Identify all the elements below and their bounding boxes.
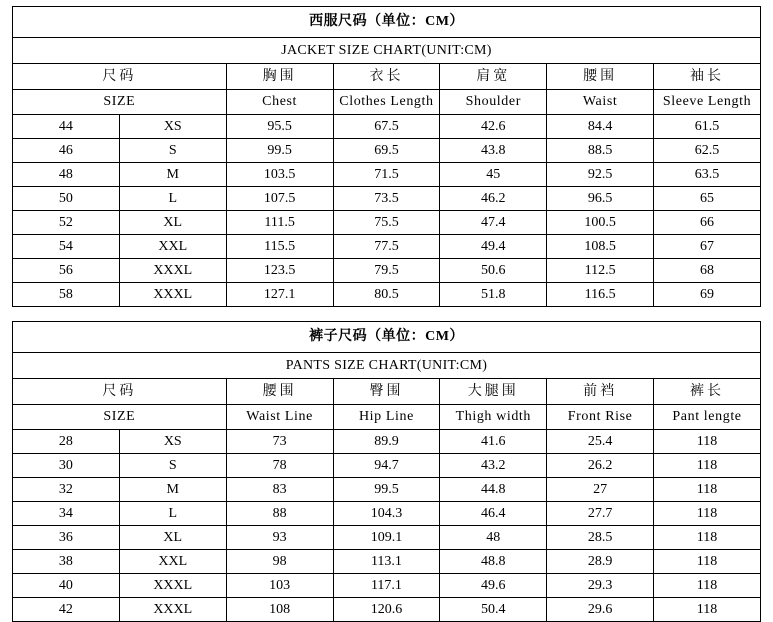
pants-cell-rise: 27.7 — [547, 502, 654, 526]
pants-row-size: S — [119, 454, 226, 478]
pants-cell-thigh: 46.4 — [440, 502, 547, 526]
table-spacer — [12, 307, 761, 321]
pants-cell-hip: 89.9 — [333, 430, 440, 454]
jacket-header-en-chest: Chest — [226, 90, 333, 115]
jacket-cell-chest: 115.5 — [226, 235, 333, 259]
pants-cell-length: 118 — [654, 550, 761, 574]
pants-header-en-length: Pant lengte — [654, 405, 761, 430]
jacket-cell-sleeve: 63.5 — [654, 163, 761, 187]
jacket-cell-waist: 108.5 — [547, 235, 654, 259]
table-row — [13, 550, 761, 574]
pants-cell-waist: 88 — [226, 502, 333, 526]
jacket-cell-waist: 116.5 — [547, 283, 654, 307]
jacket-cell-shoulder: 51.8 — [440, 283, 547, 307]
jacket-cell-length: 77.5 — [333, 235, 440, 259]
pants-header-cn-thigh: 大腿围 — [440, 379, 547, 405]
pants-cell-waist: 93 — [226, 526, 333, 550]
table-row — [13, 163, 761, 187]
jacket-cell-sleeve: 62.5 — [654, 139, 761, 163]
pants-row-num: 34 — [13, 502, 120, 526]
jacket-header-en-shoulder: Shoulder — [440, 90, 547, 115]
pants-header-en-rise: Front Rise — [547, 405, 654, 430]
pants-row-size: XL — [119, 526, 226, 550]
jacket-cell-waist: 88.5 — [547, 139, 654, 163]
jacket-cell-shoulder: 47.4 — [440, 211, 547, 235]
pants-cell-hip: 104.3 — [333, 502, 440, 526]
pants-cell-length: 118 — [654, 526, 761, 550]
jacket-row-num: 44 — [13, 115, 120, 139]
jacket-cell-shoulder: 49.4 — [440, 235, 547, 259]
jacket-row-size: L — [119, 187, 226, 211]
jacket-cell-length: 71.5 — [333, 163, 440, 187]
jacket-subtitle: JACKET SIZE CHART(UNIT:CM) — [13, 38, 761, 64]
pants-title: 裤子尺码（单位：CM） — [13, 322, 761, 353]
pants-cell-waist: 83 — [226, 478, 333, 502]
jacket-cell-chest: 127.1 — [226, 283, 333, 307]
pants-cell-thigh: 41.6 — [440, 430, 547, 454]
pants-row-size: XXL — [119, 550, 226, 574]
pants-header-en-size: SIZE — [13, 405, 227, 430]
table-row — [13, 454, 761, 478]
pants-cell-waist: 98 — [226, 550, 333, 574]
jacket-row-num: 54 — [13, 235, 120, 259]
jacket-cell-chest: 107.5 — [226, 187, 333, 211]
pants-cell-length: 118 — [654, 574, 761, 598]
pants-cell-rise: 29.3 — [547, 574, 654, 598]
pants-row-num: 36 — [13, 526, 120, 550]
pants-row-num: 28 — [13, 430, 120, 454]
pants-row-num: 32 — [13, 478, 120, 502]
jacket-cell-length: 67.5 — [333, 115, 440, 139]
pants-header-en-hip: Hip Line — [333, 405, 440, 430]
jacket-cell-sleeve: 68 — [654, 259, 761, 283]
jacket-row-size: XL — [119, 211, 226, 235]
jacket-cell-shoulder: 45 — [440, 163, 547, 187]
jacket-header-en-length: Clothes Length — [333, 90, 440, 115]
pants-cell-thigh: 48 — [440, 526, 547, 550]
table-row — [13, 526, 761, 550]
jacket-cell-waist: 92.5 — [547, 163, 654, 187]
pants-row-size: L — [119, 502, 226, 526]
jacket-row-size: XXXL — [119, 259, 226, 283]
pants-cell-hip: 99.5 — [333, 478, 440, 502]
jacket-row-size: XXL — [119, 235, 226, 259]
pants-cell-hip: 113.1 — [333, 550, 440, 574]
jacket-cell-chest: 99.5 — [226, 139, 333, 163]
jacket-title: 西服尺码（单位：CM） — [13, 7, 761, 38]
jacket-cell-waist: 84.4 — [547, 115, 654, 139]
table-row — [13, 283, 761, 307]
pants-cell-thigh: 48.8 — [440, 550, 547, 574]
jacket-cell-chest: 103.5 — [226, 163, 333, 187]
pants-cell-rise: 28.9 — [547, 550, 654, 574]
jacket-row-size: XS — [119, 115, 226, 139]
pants-cell-length: 118 — [654, 502, 761, 526]
jacket-cell-sleeve: 66 — [654, 211, 761, 235]
jacket-cell-length: 73.5 — [333, 187, 440, 211]
table-row — [13, 502, 761, 526]
jacket-header-cn-shoulder: 肩宽 — [440, 64, 547, 90]
pants-subtitle: PANTS SIZE CHART(UNIT:CM) — [13, 353, 761, 379]
jacket-cell-chest: 123.5 — [226, 259, 333, 283]
pants-header-cn-size: 尺码 — [13, 379, 227, 405]
jacket-cell-shoulder: 50.6 — [440, 259, 547, 283]
pants-row-size: XXXL — [119, 574, 226, 598]
pants-header-row-en — [13, 405, 761, 430]
jacket-cell-sleeve: 61.5 — [654, 115, 761, 139]
jacket-row-num: 52 — [13, 211, 120, 235]
table-row — [13, 115, 761, 139]
jacket-row-size: XXXL — [119, 283, 226, 307]
jacket-row-num: 58 — [13, 283, 120, 307]
pants-row-size: XXXL — [119, 598, 226, 622]
pants-cell-length: 118 — [654, 598, 761, 622]
jacket-header-row-en — [13, 90, 761, 115]
pants-row-num: 30 — [13, 454, 120, 478]
pants-subtitle-row — [13, 353, 761, 379]
pants-cell-hip: 94.7 — [333, 454, 440, 478]
jacket-cell-shoulder: 43.8 — [440, 139, 547, 163]
pants-cell-waist: 103 — [226, 574, 333, 598]
jacket-header-cn-size: 尺码 — [13, 64, 227, 90]
jacket-cell-sleeve: 67 — [654, 235, 761, 259]
table-row — [13, 235, 761, 259]
pants-header-cn-rise: 前裆 — [547, 379, 654, 405]
jacket-subtitle-row — [13, 38, 761, 64]
jacket-header-en-size: SIZE — [13, 90, 227, 115]
pants-header-cn-hip: 臀围 — [333, 379, 440, 405]
pants-cell-thigh: 43.2 — [440, 454, 547, 478]
pants-title-row — [13, 322, 761, 353]
pants-cell-length: 118 — [654, 430, 761, 454]
pants-cell-thigh: 44.8 — [440, 478, 547, 502]
pants-size-table — [12, 321, 761, 622]
jacket-cell-length: 80.5 — [333, 283, 440, 307]
jacket-size-table — [12, 6, 761, 307]
pants-cell-rise: 27 — [547, 478, 654, 502]
jacket-cell-sleeve: 69 — [654, 283, 761, 307]
jacket-cell-waist: 100.5 — [547, 211, 654, 235]
pants-row-num: 38 — [13, 550, 120, 574]
jacket-cell-chest: 95.5 — [226, 115, 333, 139]
jacket-cell-sleeve: 65 — [654, 187, 761, 211]
jacket-header-cn-waist: 腰围 — [547, 64, 654, 90]
pants-cell-thigh: 50.4 — [440, 598, 547, 622]
table-row — [13, 211, 761, 235]
table-row — [13, 187, 761, 211]
jacket-header-row-cn — [13, 64, 761, 90]
table-row — [13, 478, 761, 502]
jacket-cell-length: 79.5 — [333, 259, 440, 283]
pants-cell-rise: 25.4 — [547, 430, 654, 454]
jacket-header-en-waist: Waist — [547, 90, 654, 115]
jacket-cell-waist: 96.5 — [547, 187, 654, 211]
pants-cell-length: 118 — [654, 454, 761, 478]
pants-header-en-waist: Waist Line — [226, 405, 333, 430]
pants-cell-waist: 73 — [226, 430, 333, 454]
pants-header-en-thigh: Thigh width — [440, 405, 547, 430]
jacket-row-size: S — [119, 139, 226, 163]
table-row — [13, 430, 761, 454]
table-row — [13, 259, 761, 283]
pants-cell-hip: 109.1 — [333, 526, 440, 550]
pants-cell-length: 118 — [654, 478, 761, 502]
jacket-row-num: 48 — [13, 163, 120, 187]
jacket-title-row — [13, 7, 761, 38]
pants-row-size: XS — [119, 430, 226, 454]
pants-header-cn-length: 裤长 — [654, 379, 761, 405]
pants-cell-thigh: 49.6 — [440, 574, 547, 598]
pants-cell-waist: 108 — [226, 598, 333, 622]
jacket-row-num: 46 — [13, 139, 120, 163]
jacket-cell-chest: 111.5 — [226, 211, 333, 235]
jacket-cell-length: 69.5 — [333, 139, 440, 163]
jacket-header-en-sleeve: Sleeve Length — [654, 90, 761, 115]
pants-row-num: 40 — [13, 574, 120, 598]
jacket-cell-shoulder: 42.6 — [440, 115, 547, 139]
table-row — [13, 139, 761, 163]
pants-cell-hip: 120.6 — [333, 598, 440, 622]
pants-cell-rise: 29.6 — [547, 598, 654, 622]
pants-cell-rise: 26.2 — [547, 454, 654, 478]
jacket-header-cn-chest: 胸围 — [226, 64, 333, 90]
pants-row-num: 42 — [13, 598, 120, 622]
jacket-header-cn-sleeve: 袖长 — [654, 64, 761, 90]
jacket-cell-waist: 112.5 — [547, 259, 654, 283]
jacket-header-cn-length: 衣长 — [333, 64, 440, 90]
jacket-row-num: 56 — [13, 259, 120, 283]
pants-cell-rise: 28.5 — [547, 526, 654, 550]
jacket-row-num: 50 — [13, 187, 120, 211]
pants-header-row-cn — [13, 379, 761, 405]
table-row — [13, 598, 761, 622]
pants-header-cn-waist: 腰围 — [226, 379, 333, 405]
pants-row-size: M — [119, 478, 226, 502]
jacket-row-size: M — [119, 163, 226, 187]
pants-cell-hip: 117.1 — [333, 574, 440, 598]
table-row — [13, 574, 761, 598]
jacket-cell-length: 75.5 — [333, 211, 440, 235]
jacket-cell-shoulder: 46.2 — [440, 187, 547, 211]
pants-cell-waist: 78 — [226, 454, 333, 478]
